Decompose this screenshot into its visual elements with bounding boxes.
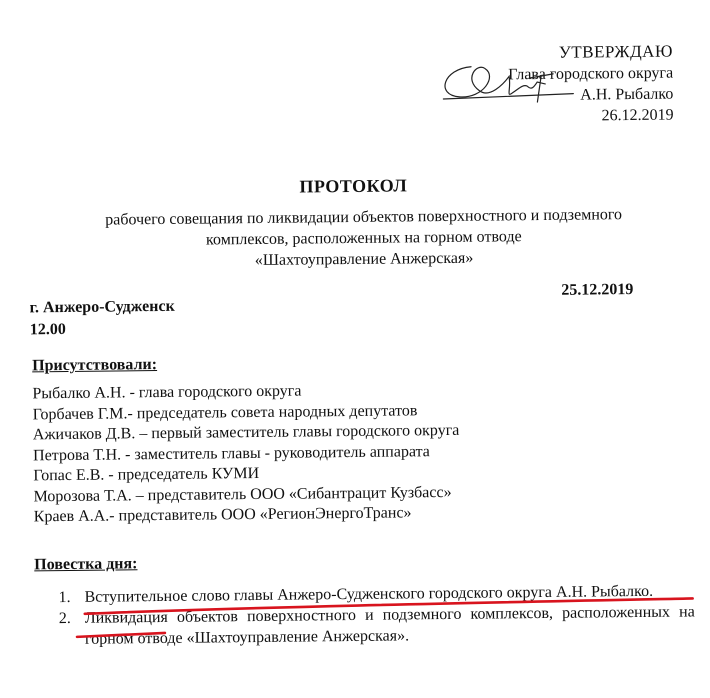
attendee-item: Горбачев Г.М.- председатель совета народных депутатов [32, 401, 418, 423]
agenda-item-number: 2. [58, 609, 71, 628]
approval-heading: УТВЕРЖДАЮ [558, 41, 673, 62]
attendee-item: Петрова Т.Н. - заместитель главы - руководитель аппарата [32, 442, 430, 464]
attendee-item: Ажичаков Д.В. – первый заместитель главы городского округа [32, 421, 460, 444]
attendees-list [32, 380, 460, 528]
attendee-item: Краев А.А.- представитель ООО «РегионЭнергоТранс» [33, 504, 412, 526]
attendees-heading: Присутствовали: [32, 356, 158, 375]
agenda-item-text: Ликвидация объектов поверхностного и подземного комплексов, расположенных на горном отводе «Шахтоуправление Анжерская». [84, 603, 695, 648]
attendee-item: Рыбалко А.Н. - глава городского округа [32, 382, 302, 403]
meeting-date: 25.12.2019 [561, 281, 634, 299]
document-title: ПРОТОКОЛ [299, 175, 408, 197]
subtitle-line: рабочего совещания по ликвидации объектов поверхностного и подземного [105, 206, 623, 229]
signature-icon [433, 54, 584, 116]
agenda-list [58, 580, 695, 650]
approval-name: А.Н. Рыбалко [580, 85, 674, 104]
subtitle-line: «Шахтоуправление Анжерская» [254, 249, 474, 269]
attendee-item: Гопас Е.В. - председатель КУМИ [33, 464, 260, 485]
agenda-item [59, 601, 695, 650]
meeting-time: 12.00 [29, 320, 66, 339]
approval-date: 26.12.2019 [601, 106, 674, 125]
agenda-heading: Повестка дня: [34, 555, 138, 574]
agenda-item-number: 1. [58, 588, 71, 607]
approval-position: Глава городского округа [508, 64, 674, 84]
subtitle-line: комплексов, расположенных на горном отводе [205, 228, 522, 249]
attendee-item: Морозова Т.А. – представитель ООО «Сибантрацит Кузбасс» [33, 483, 452, 505]
document-subtitle [59, 204, 670, 273]
agenda-item-text: Вступительное слово главы Анжеро-Судженского городского округа А.Н. Рыбалко. [84, 582, 654, 606]
meeting-place: г. Анжеро-Судженск [29, 297, 175, 317]
